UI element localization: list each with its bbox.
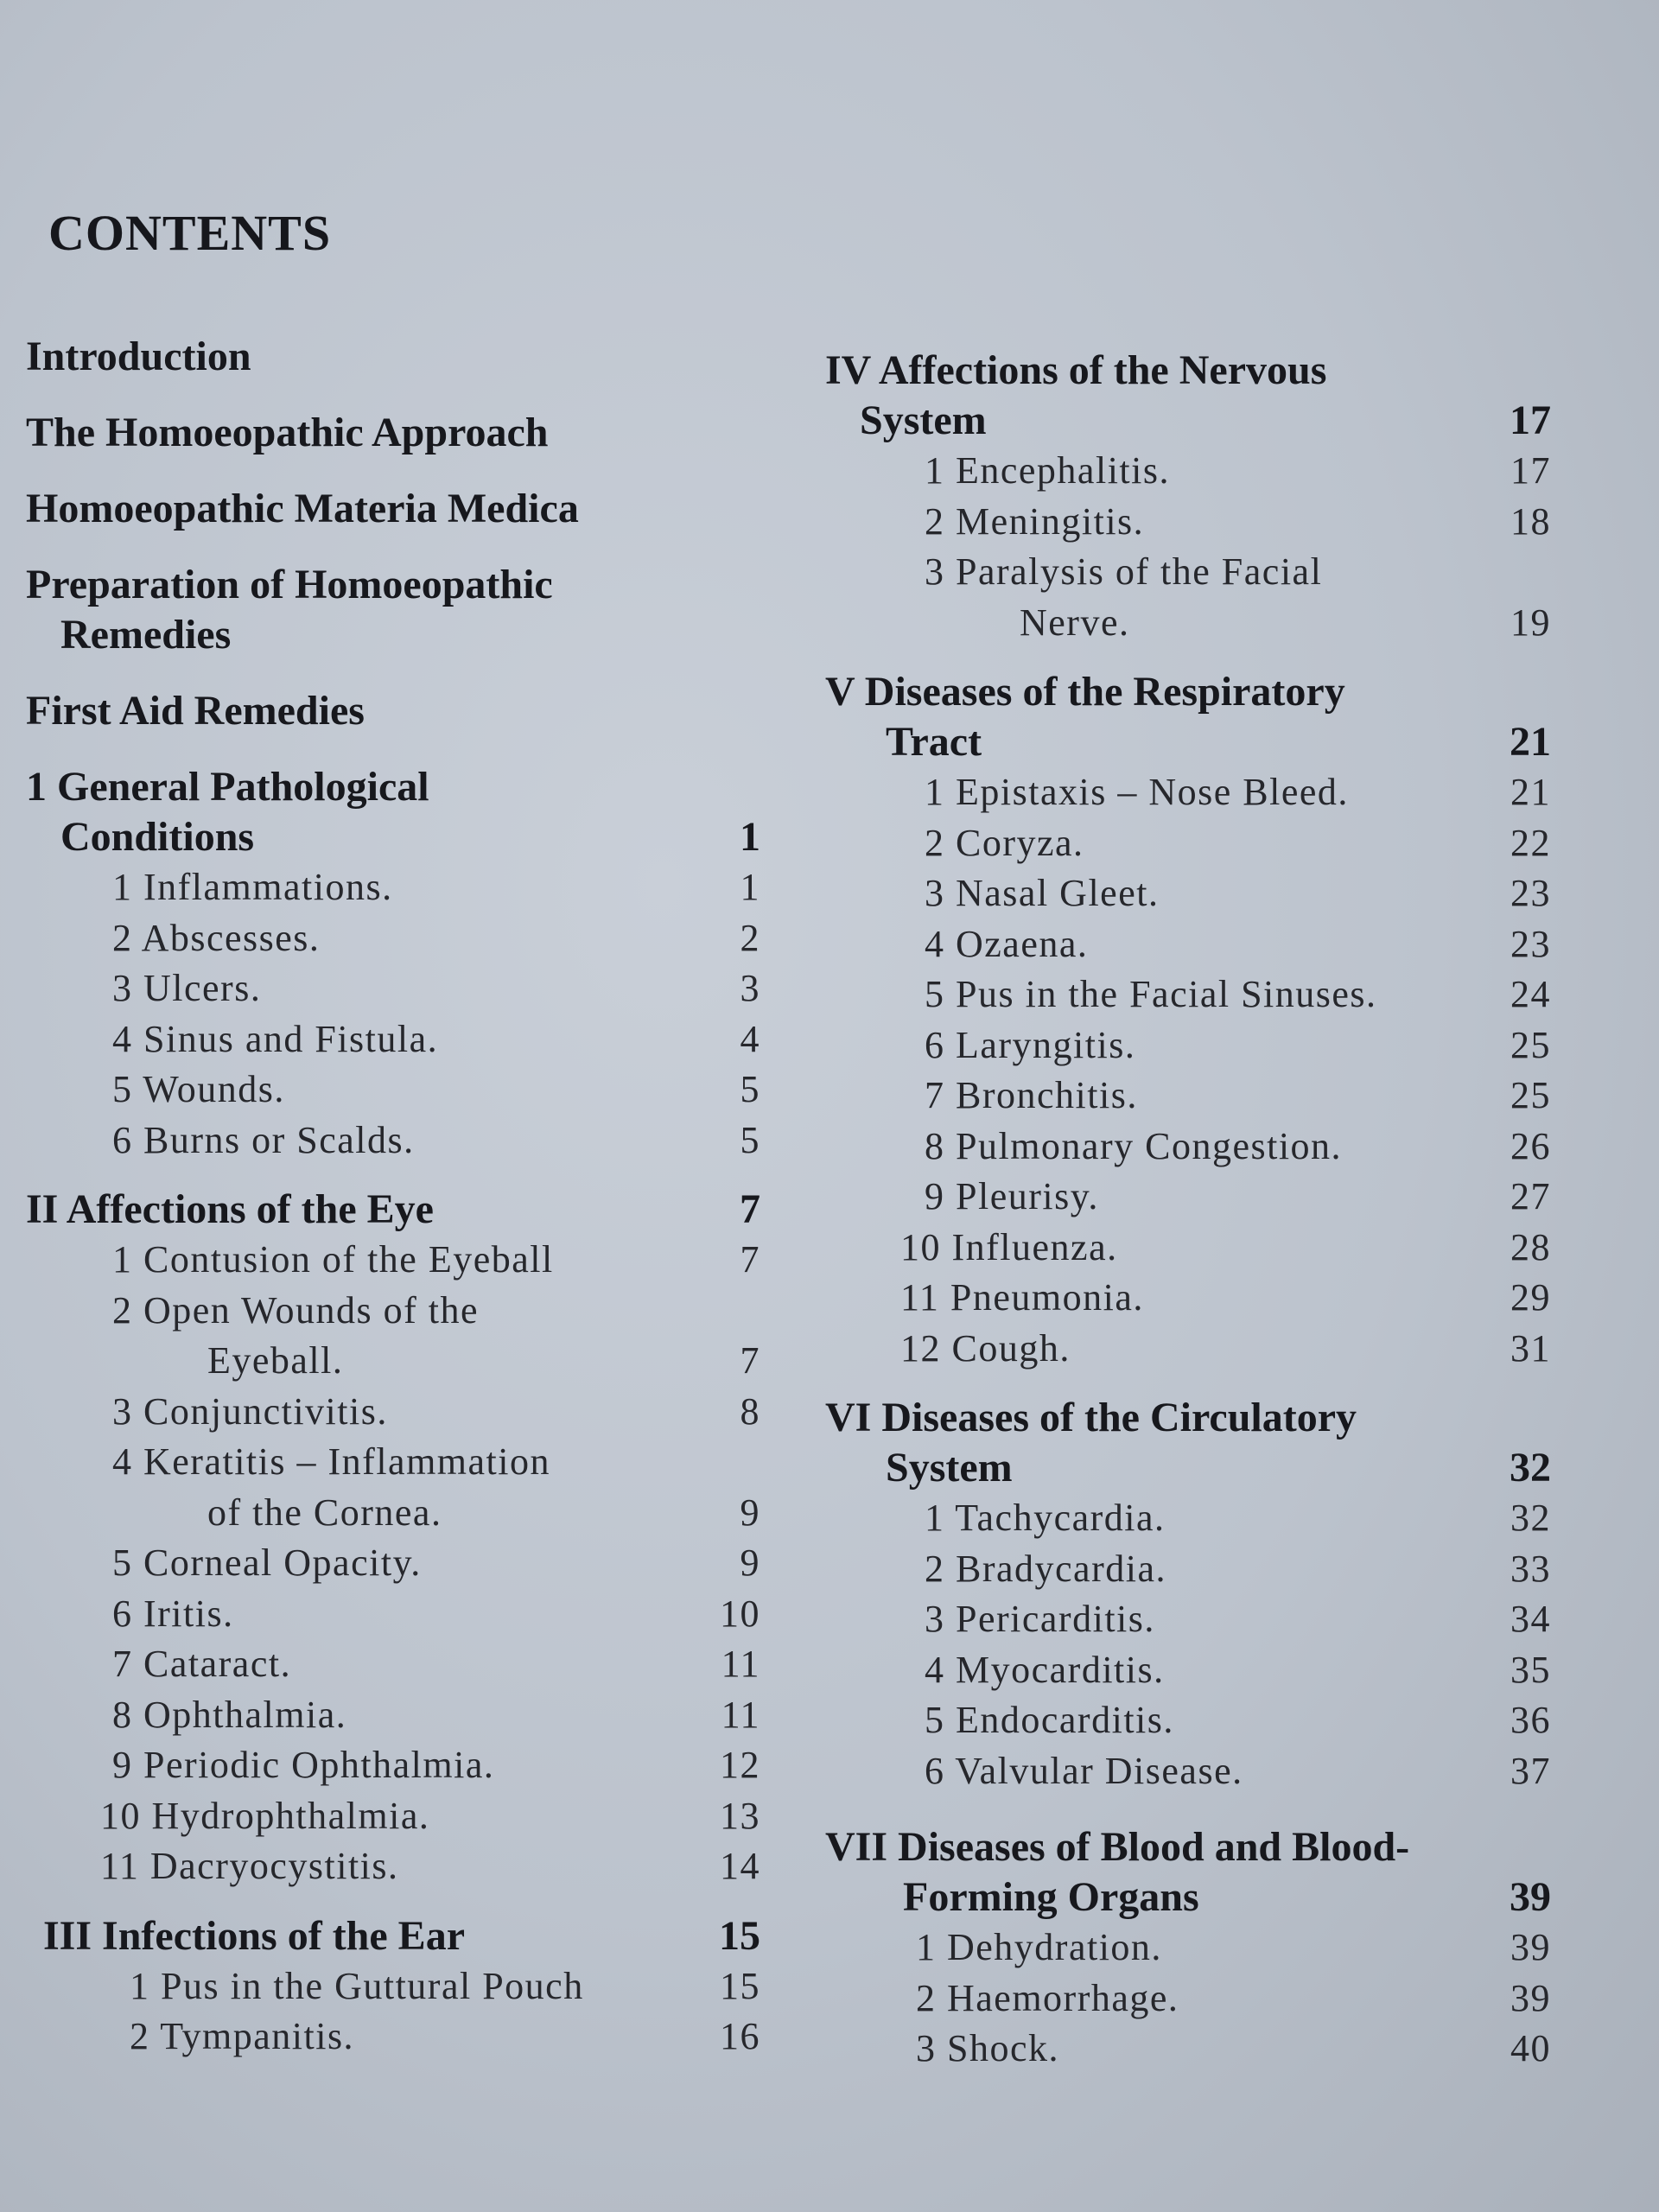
item-page: 5 [740, 1118, 760, 1161]
item-label: 7 Bronchitis. [925, 1074, 1138, 1116]
item-label: 4 Sinus and Fistula. [112, 1017, 439, 1060]
chapter-heading-3[interactable] [43, 1911, 760, 1961]
entry-label: First Aid Remedies [26, 688, 365, 734]
toc-item[interactable] [100, 1791, 760, 1842]
chapter-page: 1 [740, 814, 760, 860]
item-label: 7 Cataract. [112, 1643, 292, 1685]
entry-label: Homoeopathic Materia Medica [26, 486, 579, 531]
item-page: 26 [1510, 1124, 1551, 1167]
chapter-title-continued: Forming Organs [903, 1874, 1199, 1920]
item-page: 32 [1510, 1497, 1551, 1539]
item-label: 2 Haemorrhage. [916, 1976, 1179, 2019]
chapter-heading-5[interactable] [825, 667, 1551, 767]
chapter-title: IV Affections of the Nervous [825, 347, 1327, 393]
toc-item[interactable] [112, 913, 760, 964]
front-matter-preparation[interactable] [26, 560, 760, 660]
toc-item[interactable] [900, 1223, 1551, 1274]
item-label: 6 Laryngitis. [925, 1023, 1136, 1066]
item-page: 16 [720, 2015, 760, 2057]
item-label: 3 Nasal Gleet. [925, 872, 1160, 914]
item-label: 1 Encephalitis. [925, 449, 1170, 492]
item-label: 3 Pericarditis. [925, 1598, 1155, 1640]
chapter-page: 21 [1510, 719, 1551, 765]
toc-item[interactable] [112, 1437, 760, 1538]
item-page: 27 [1510, 1175, 1551, 1217]
item-label: 9 Periodic Ophthalmia. [112, 1744, 495, 1786]
toc-item[interactable] [112, 1740, 760, 1791]
front-matter-introduction[interactable] [26, 332, 760, 382]
entry-label: Preparation of Homoeopathic [26, 562, 553, 607]
item-page: 10 [720, 1592, 760, 1635]
entry-label-continued: Remedies [60, 612, 232, 658]
item-label: 10 Hydrophthalmia. [100, 1794, 430, 1837]
toc-item[interactable] [130, 2012, 760, 2063]
item-page: 39 [1510, 1976, 1551, 2019]
item-page: 17 [1510, 449, 1551, 492]
toc-item[interactable] [925, 1746, 1551, 1797]
item-page: 4 [740, 1017, 760, 1060]
toc-item[interactable] [112, 1538, 760, 1589]
item-label: 9 Pleurisy. [925, 1175, 1099, 1217]
item-label: 3 Ulcers. [112, 967, 262, 1009]
item-label: 5 Endocarditis. [925, 1699, 1174, 1741]
item-label: 2 Coryza. [925, 821, 1084, 864]
item-label: 2 Abscesses. [112, 916, 321, 959]
chapter-page: 15 [719, 1912, 760, 1959]
toc-item[interactable] [925, 919, 1551, 970]
item-label: 6 Valvular Disease. [925, 1749, 1243, 1792]
toc-item[interactable] [112, 1014, 760, 1065]
item-label: 1 Dehydration. [916, 1926, 1162, 1968]
item-page: 8 [740, 1389, 760, 1433]
toc-item[interactable] [925, 1172, 1551, 1223]
toc-item[interactable] [100, 1841, 760, 1892]
item-page: 9 [740, 1491, 760, 1534]
chapter-title: V Diseases of the Respiratory [825, 669, 1345, 715]
entry-label: Introduction [26, 334, 251, 379]
toc-item[interactable] [130, 1961, 760, 2012]
item-page: 25 [1510, 1023, 1551, 1066]
toc-item[interactable] [925, 547, 1551, 648]
toc-item[interactable] [925, 1645, 1551, 1696]
item-page: 9 [740, 1541, 760, 1584]
chapter-page: 39 [1510, 1874, 1551, 1920]
item-page: 11 [721, 1643, 760, 1685]
toc-item[interactable] [925, 868, 1551, 919]
chapter-page: 7 [740, 1186, 760, 1232]
item-label: 2 Tympanitis. [130, 2015, 355, 2057]
item-label: 5 Wounds. [112, 1068, 285, 1110]
toc-item[interactable] [916, 1974, 1551, 2024]
toc-item[interactable] [916, 1923, 1551, 1974]
item-page: 5 [740, 1068, 760, 1110]
item-page: 12 [720, 1744, 760, 1786]
item-label: 6 Burns or Scalds. [112, 1118, 415, 1161]
chapter-heading-6[interactable] [825, 1393, 1551, 1493]
item-page: 28 [1510, 1225, 1551, 1268]
chapter-title: VII Diseases of Blood and Blood- [825, 1824, 1410, 1870]
item-page: 25 [1510, 1074, 1551, 1116]
chapter-title: 1 General Pathological [26, 764, 429, 810]
entry-label: The Homoeopathic Approach [26, 410, 549, 455]
contents-column-right [825, 346, 1551, 2075]
toc-item[interactable] [112, 1589, 760, 1640]
item-label: 5 Pus in the Facial Sinuses. [925, 973, 1377, 1015]
item-page: 23 [1510, 922, 1551, 965]
chapter-title: VI Diseases of the Circulatory [825, 1395, 1357, 1440]
item-page: 33 [1510, 1547, 1551, 1590]
chapter-page: 17 [1510, 397, 1551, 443]
chapter-title: III Infections of the Ear [43, 1912, 465, 1959]
item-label: 12 Cough. [900, 1326, 1071, 1370]
toc-item[interactable] [112, 1235, 760, 1286]
item-label: 2 Open Wounds of the [112, 1288, 480, 1332]
item-page: 29 [1510, 1276, 1551, 1319]
toc-item[interactable] [925, 969, 1551, 1020]
item-label-continued: of the Cornea. [207, 1491, 442, 1534]
item-page: 3 [740, 967, 760, 1009]
item-label: 11 Dacryocystitis. [100, 1845, 399, 1887]
chapter-heading-1[interactable] [26, 762, 760, 862]
toc-item[interactable] [112, 1116, 760, 1166]
front-matter-materia-medica[interactable] [26, 484, 760, 534]
item-page: 22 [1510, 821, 1551, 864]
item-label: 1 Tachycardia. [925, 1497, 1166, 1539]
item-label: 1 Epistaxis – Nose Bleed. [925, 771, 1349, 813]
item-label: 4 Keratitis – Inflammation [112, 1440, 550, 1483]
item-page: 18 [1510, 499, 1551, 543]
item-label: 3 Conjunctivitis. [112, 1389, 388, 1433]
toc-item[interactable] [112, 1065, 760, 1116]
toc-item[interactable] [925, 446, 1551, 497]
front-matter-homoeopathic-approach[interactable] [26, 408, 760, 458]
item-label-continued: Nerve. [1020, 601, 1130, 644]
toc-item[interactable] [916, 2024, 1551, 2075]
toc-item[interactable] [112, 1639, 760, 1690]
chapter-title-continued: Conditions [60, 814, 255, 860]
item-label: 1 Pus in the Guttural Pouch [130, 1964, 584, 2007]
item-page: 40 [1510, 2027, 1551, 2069]
item-page: 11 [721, 1693, 760, 1736]
item-label-continued: Eyeball. [207, 1339, 344, 1382]
item-label: 6 Iritis. [112, 1592, 234, 1635]
chapter-page: 32 [1510, 1445, 1551, 1491]
toc-item[interactable] [900, 1273, 1551, 1324]
item-page: 1 [740, 866, 760, 908]
toc-item[interactable] [900, 1324, 1551, 1375]
toc-item[interactable] [925, 1544, 1551, 1595]
item-page: 37 [1510, 1749, 1551, 1792]
toc-item[interactable] [925, 1594, 1551, 1645]
item-label: 8 Pulmonary Congestion. [925, 1124, 1343, 1167]
chapter-heading-7[interactable] [825, 1822, 1551, 1923]
item-page: 7 [740, 1339, 760, 1382]
item-page: 35 [1510, 1648, 1551, 1691]
item-page: 39 [1510, 1926, 1551, 1968]
item-page: 2 [740, 916, 760, 959]
item-label: 10 Influenza. [900, 1225, 1118, 1268]
item-page: 24 [1510, 973, 1551, 1015]
toc-item[interactable] [112, 1286, 760, 1387]
toc-item[interactable] [925, 767, 1551, 818]
item-label: 5 Corneal Opacity. [112, 1541, 422, 1584]
item-label: 2 Bradycardia. [925, 1547, 1166, 1590]
item-label: 4 Ozaena. [925, 922, 1089, 965]
page-title: CONTENTS [48, 205, 332, 261]
contents-column-left [26, 332, 760, 2063]
toc-item[interactable] [112, 862, 760, 913]
item-label: 3 Shock. [916, 2027, 1059, 2069]
toc-item[interactable] [925, 1493, 1551, 1544]
toc-item[interactable] [112, 963, 760, 1014]
toc-item[interactable] [925, 1122, 1551, 1173]
front-matter-first-aid[interactable] [26, 686, 760, 736]
chapter-title-continued: System [886, 1445, 1013, 1491]
item-label: 1 Inflammations. [112, 866, 393, 908]
item-label: 11 Pneumonia. [900, 1276, 1144, 1319]
chapter-title-continued: Tract [886, 719, 982, 765]
item-page: 19 [1510, 601, 1551, 644]
toc-item[interactable] [112, 1387, 760, 1438]
toc-item[interactable] [925, 497, 1551, 548]
item-page: 23 [1510, 872, 1551, 914]
chapter-title-continued: System [860, 397, 987, 443]
chapter-heading-4[interactable] [825, 346, 1551, 446]
item-page: 7 [740, 1238, 760, 1281]
item-page: 14 [720, 1845, 760, 1887]
toc-item[interactable] [925, 1020, 1551, 1071]
item-label: 4 Myocarditis. [925, 1648, 1165, 1691]
item-page: 31 [1510, 1326, 1551, 1370]
item-label: 8 Ophthalmia. [112, 1693, 347, 1736]
item-page: 21 [1510, 771, 1551, 813]
toc-item[interactable] [925, 1695, 1551, 1746]
toc-item[interactable] [925, 1071, 1551, 1122]
item-page: 15 [720, 1964, 760, 2007]
toc-item[interactable] [925, 818, 1551, 869]
item-page: 34 [1510, 1598, 1551, 1640]
item-page: 13 [720, 1794, 760, 1837]
chapter-heading-2[interactable] [26, 1185, 760, 1235]
item-label: 3 Paralysis of the Facial [925, 550, 1323, 593]
item-label: 1 Contusion of the Eyeball [112, 1238, 554, 1281]
toc-item[interactable] [112, 1690, 760, 1741]
item-page: 36 [1510, 1699, 1551, 1741]
chapter-title: II Affections of the Eye [26, 1186, 434, 1232]
item-label: 2 Meningitis. [925, 499, 1145, 543]
